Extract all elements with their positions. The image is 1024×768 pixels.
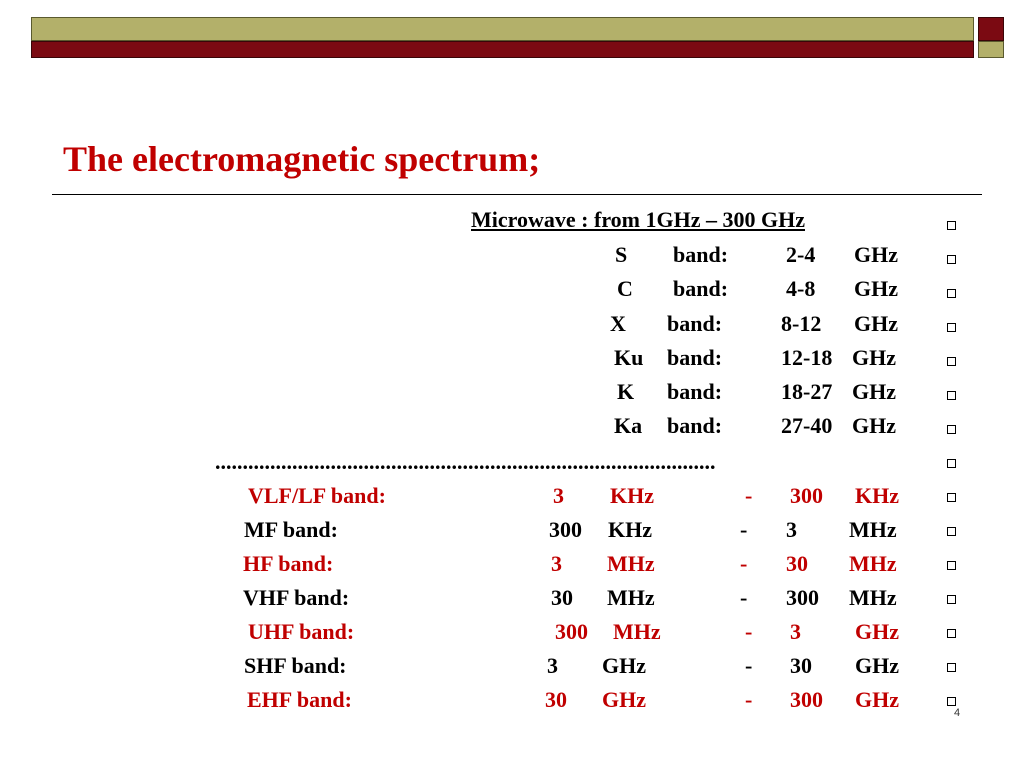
- radio-band-from-unit: GHz: [602, 653, 646, 678]
- hollow-square-icon: [947, 459, 956, 468]
- band-unit: GHz: [852, 413, 896, 438]
- slide-title: The electromagnetic spectrum;: [63, 139, 541, 179]
- radio-band-name: MF band:: [244, 517, 338, 542]
- band-label: band:: [667, 379, 723, 404]
- hollow-square-icon: [947, 391, 956, 400]
- band-range: 12-18: [781, 345, 833, 370]
- radio-band-to-unit: GHz: [855, 687, 899, 712]
- radio-band-to-unit: GHz: [855, 619, 899, 644]
- microwave-heading: Microwave : from 1GHz – 300 GHz: [471, 207, 805, 232]
- radio-band-to: 300: [790, 483, 823, 508]
- radio-band-from: 300: [549, 517, 582, 542]
- band-name: Ku: [614, 345, 644, 370]
- band-label: band:: [673, 242, 729, 267]
- band-name: K: [617, 379, 635, 404]
- hollow-square-icon: [947, 425, 956, 434]
- title-divider: [52, 194, 982, 195]
- hollow-square-icon: [947, 697, 956, 706]
- radio-band-from-unit: KHz: [608, 517, 652, 542]
- radio-band-to-unit: GHz: [855, 653, 899, 678]
- header-bar-olive: [31, 17, 974, 41]
- band-range: 27-40: [781, 413, 833, 438]
- band-label: band:: [667, 345, 723, 370]
- radio-band-dash: -: [745, 687, 753, 712]
- radio-band-name: VHF band:: [243, 585, 350, 610]
- hollow-square-icon: [947, 357, 956, 366]
- radio-band-from-unit: MHz: [607, 551, 655, 576]
- radio-band-from: 300: [555, 619, 588, 644]
- radio-band-to: 30: [786, 551, 808, 576]
- radio-band-from: 3: [553, 483, 564, 508]
- radio-band-to: 3: [790, 619, 801, 644]
- radio-band-from: 3: [551, 551, 562, 576]
- band-name: Ka: [614, 413, 643, 438]
- hollow-square-icon: [947, 595, 956, 604]
- header-corner-olive: [978, 41, 1004, 58]
- band-unit: GHz: [854, 276, 898, 301]
- radio-band-from: 30: [545, 687, 567, 712]
- radio-band-dash: -: [745, 619, 753, 644]
- band-unit: GHz: [852, 345, 896, 370]
- radio-band-from-unit: GHz: [602, 687, 646, 712]
- band-label: band:: [673, 276, 729, 301]
- band-name: S: [615, 242, 628, 267]
- radio-band-name: VLF/LF band:: [248, 483, 386, 508]
- radio-band-name: UHF band:: [248, 619, 355, 644]
- radio-band-dash: -: [745, 483, 753, 508]
- radio-band-to: 300: [790, 687, 823, 712]
- radio-band-name: HF band:: [243, 551, 334, 576]
- radio-band-to: 300: [786, 585, 819, 610]
- radio-band-from: 3: [547, 653, 558, 678]
- dotted-separator: ...........................................................................................: [215, 449, 716, 474]
- hollow-square-icon: [947, 289, 956, 298]
- band-unit: GHz: [854, 311, 898, 336]
- radio-band-to: 30: [790, 653, 812, 678]
- radio-band-from-unit: MHz: [607, 585, 655, 610]
- hollow-square-icon: [947, 221, 956, 230]
- radio-band-dash: -: [740, 517, 748, 542]
- band-name: C: [617, 276, 633, 301]
- hollow-square-icon: [947, 493, 956, 502]
- band-unit: GHz: [854, 242, 898, 267]
- radio-band-name: EHF band:: [247, 687, 352, 712]
- radio-band-dash: -: [740, 585, 748, 610]
- band-range: 8-12: [781, 311, 822, 336]
- radio-band-dash: -: [745, 653, 753, 678]
- header-corner-red: [978, 17, 1004, 41]
- band-range: 2-4: [786, 242, 816, 267]
- band-label: band:: [667, 413, 723, 438]
- hollow-square-icon: [947, 629, 956, 638]
- radio-band-to-unit: MHz: [849, 517, 897, 542]
- hollow-square-icon: [947, 255, 956, 264]
- band-range: 4-8: [786, 276, 816, 301]
- page-number: 4: [954, 707, 961, 719]
- radio-band-name: SHF band:: [244, 653, 347, 678]
- band-name: X: [610, 311, 626, 336]
- band-unit: GHz: [852, 379, 896, 404]
- hollow-square-icon: [947, 561, 956, 570]
- band-range: 18-27: [781, 379, 833, 404]
- radio-band-to: 3: [786, 517, 797, 542]
- header-bar-red: [31, 41, 974, 58]
- hollow-square-icon: [947, 527, 956, 536]
- radio-band-from: 30: [551, 585, 573, 610]
- hollow-square-icon: [947, 323, 956, 332]
- band-label: band:: [667, 311, 723, 336]
- radio-band-to-unit: MHz: [849, 551, 897, 576]
- radio-band-to-unit: MHz: [849, 585, 897, 610]
- radio-band-to-unit: KHz: [855, 483, 899, 508]
- radio-band-dash: -: [740, 551, 748, 576]
- radio-band-from-unit: MHz: [613, 619, 661, 644]
- hollow-square-icon: [947, 663, 956, 672]
- radio-band-from-unit: KHz: [610, 483, 654, 508]
